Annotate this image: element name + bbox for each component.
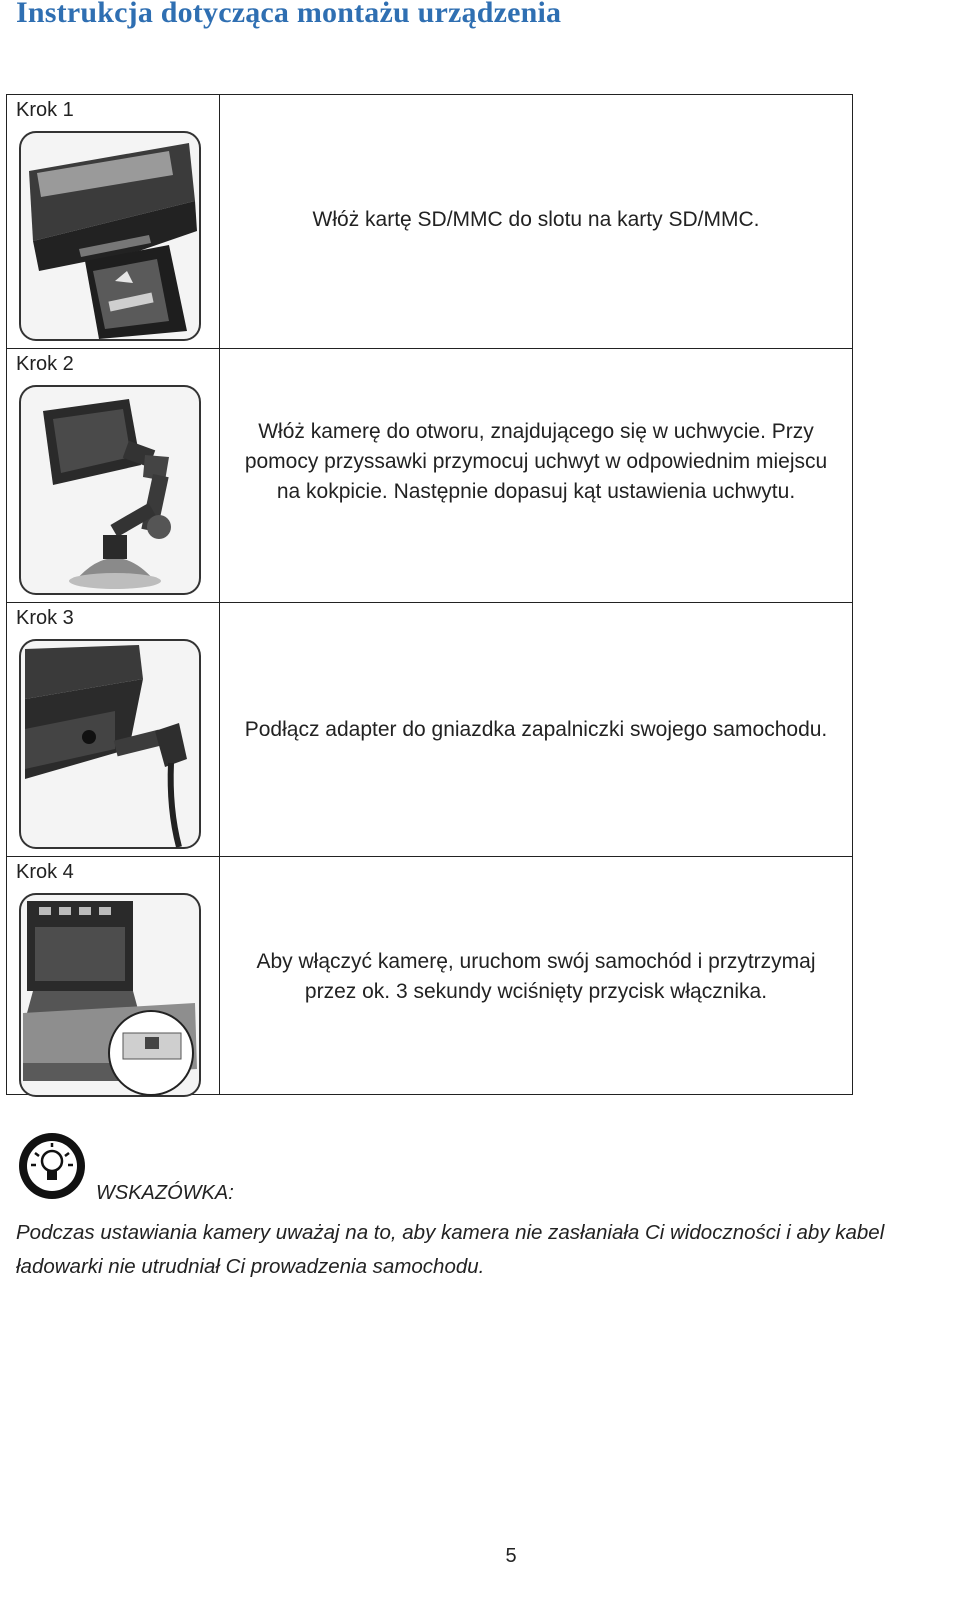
step-row	[7, 349, 853, 603]
hint-text: Podczas ustawiania kamery uważaj na to, aby kamera nie zasłaniała Ci widoczności i aby kabel ładowarki nie utrudniał Ci prowadzenia samochodu.	[16, 1221, 885, 1278]
step-instruction-cell	[220, 857, 853, 1095]
page-title: Instrukcja dotycząca montażu urządzenia	[16, 0, 562, 29]
lightbulb-icon	[17, 1131, 87, 1201]
step-label: Krok 2	[16, 353, 74, 375]
car-adapter-cable-illustration	[19, 639, 201, 849]
page-number: 5	[505, 1545, 517, 1567]
step-instruction-cell	[220, 349, 853, 603]
step-label: Krok 3	[16, 607, 74, 629]
step-image-cell	[7, 349, 220, 603]
step-row	[7, 857, 853, 1095]
step-label: Krok 4	[16, 861, 74, 883]
power-button-illustration	[19, 893, 201, 1097]
camera-suction-mount-illustration	[19, 385, 201, 595]
step-instruction: Aby włączyć kamerę, uruchom swój samochód i przytrzymaj przez ok. 3 sekundy wciśnięty przycisk włącznika.	[256, 950, 816, 1003]
step-image-cell	[7, 603, 220, 857]
step-instruction: Włóż kartę SD/MMC do slotu na karty SD/MMC.	[312, 208, 760, 231]
step-instruction-cell	[220, 95, 853, 349]
step-instruction-cell	[220, 603, 853, 857]
step-row	[7, 95, 853, 349]
step-instruction: Włóż kamerę do otworu, znajdującego się w uchwycie. Przy pomocy przyssawki przymocuj uchwyt w odpowiednim miejscu na kokpicie. Następnie dopasuj kąt ustawienia uchwytu.	[244, 420, 828, 503]
step-row	[7, 603, 853, 857]
step-image-cell	[7, 95, 220, 349]
steps-table	[6, 94, 853, 1095]
step-instruction: Podłącz adapter do gniazdka zapalniczki swojego samochodu.	[244, 718, 828, 741]
sd-card-insert-illustration	[19, 131, 201, 341]
hint-label: WSKAZÓWKA:	[96, 1182, 234, 1204]
step-label: Krok 1	[16, 99, 74, 121]
step-image-cell	[7, 857, 220, 1095]
